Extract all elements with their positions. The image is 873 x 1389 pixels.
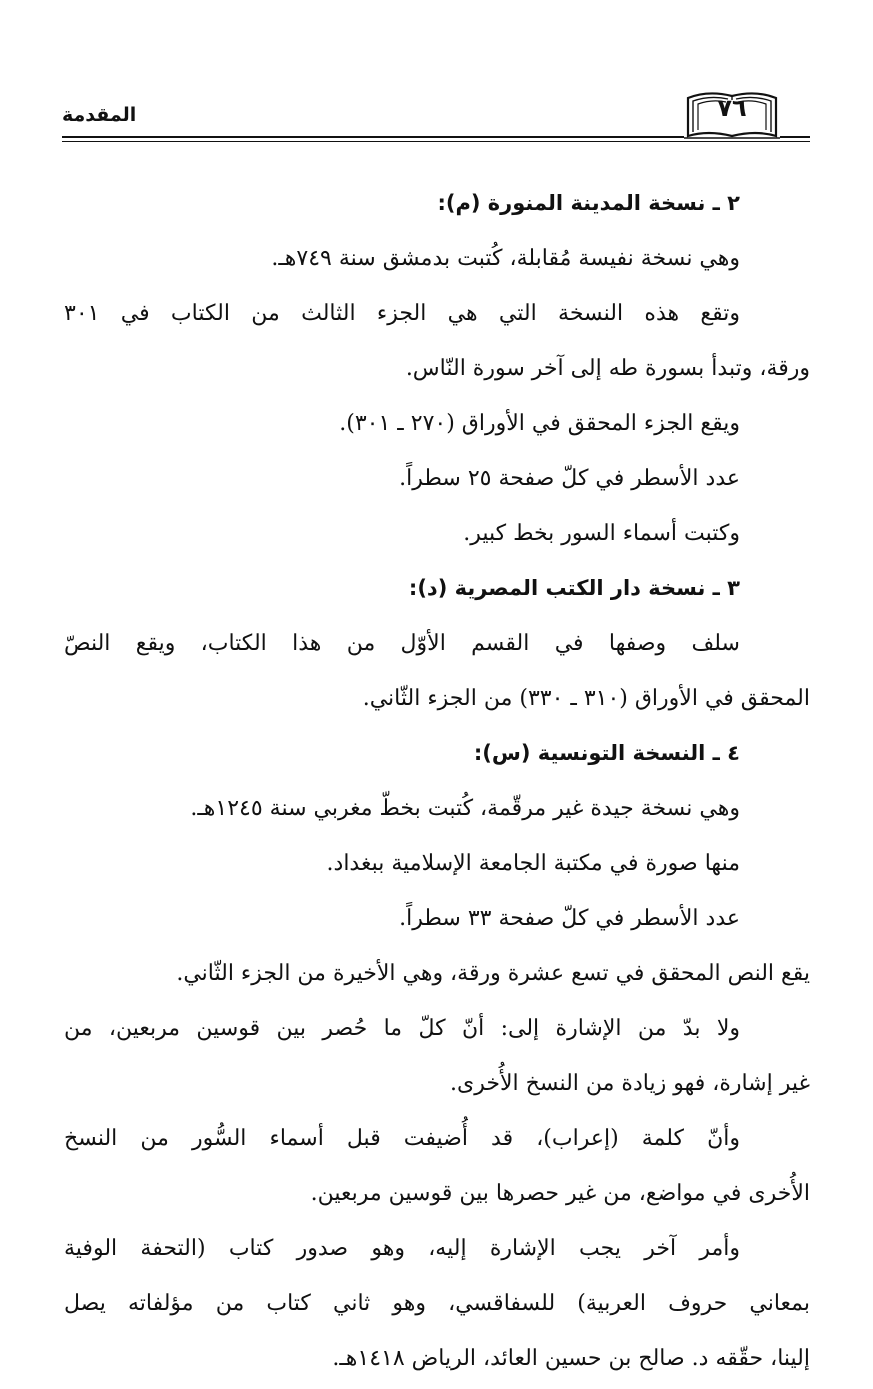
running-header — [62, 84, 810, 148]
header-rule-thin — [62, 141, 810, 142]
text-line: إلينا، حقّقه د. صالح بن حسين العائد، الرياض ١٤١٨هـ. — [332, 1346, 810, 1371]
section-title: المقدمة — [62, 104, 137, 126]
manuscript-heading: ٢ ـ نسخة المدينة المنورة (م): — [437, 191, 740, 215]
text-line: وأمر آخر يجب الإشارة إليه، وهو صدور كتاب (التحفة الوفية — [64, 1236, 740, 1261]
text-line: وتقع هذه النسخة التي هي الجزء الثالث من الكتاب في ٣٠١ — [64, 301, 740, 326]
text-line: الأُخرى في مواضع، من غير حصرها بين قوسين مربعين. — [310, 1181, 810, 1206]
text-line: غير إشارة، فهو زيادة من النسخ الأُخرى. — [450, 1071, 810, 1096]
page-number: ٧٦ — [717, 94, 747, 122]
text-line: المحقق في الأوراق (٣١٠ ـ ٣٣٠) من الجزء الثّاني. — [362, 686, 810, 711]
text-line: وهي نسخة جيدة غير مرقّمة، كُتبت بخطّ مغربي سنة ١٢٤٥هـ. — [190, 796, 740, 821]
page-number-frame — [684, 84, 780, 140]
text-line: منها صورة في مكتبة الجامعة الإسلامية ببغداد. — [326, 851, 740, 876]
text-line: عدد الأسطر في كلّ صفحة ٢٥ سطراً. — [399, 466, 740, 491]
manuscript-heading: ٣ ـ نسخة دار الكتب المصرية (د): — [408, 576, 740, 600]
text-line: عدد الأسطر في كلّ صفحة ٣٣ سطراً. — [399, 906, 740, 931]
text-line: يقع النص المحقق في تسع عشرة ورقة، وهي الأخيرة من الجزء الثّاني. — [176, 961, 810, 986]
manuscript-heading: ٤ ـ النسخة التونسية (س): — [473, 741, 740, 765]
text-line: بمعاني حروف العربية) للسفاقسي، وهو ثاني كتاب من مؤلفاته يصل — [64, 1291, 810, 1316]
text-line: وأنّ كلمة (إعراب)، قد أُضيفت قبل أسماء السُّور من النسخ — [64, 1126, 740, 1151]
text-line: وكتبت أسماء السور بخط كبير. — [463, 521, 740, 546]
text-line: ورقة، وتبدأ بسورة طه إلى آخر سورة النّاس. — [405, 356, 810, 381]
text-line: ولا بدّ من الإشارة إلى: أنّ كلّ ما حُصر بين قوسين مربعين، من — [64, 1016, 740, 1041]
text-line: وهي نسخة نفيسة مُقابلة، كُتبت بدمشق سنة ٧٤٩هـ. — [271, 246, 740, 271]
body-text — [64, 176, 810, 1386]
text-line: ويقع الجزء المحقق في الأوراق (٢٧٠ ـ ٣٠١). — [339, 411, 740, 436]
text-line: سلف وصفها في القسم الأوّل من هذا الكتاب، ويقع النصّ — [64, 631, 740, 656]
